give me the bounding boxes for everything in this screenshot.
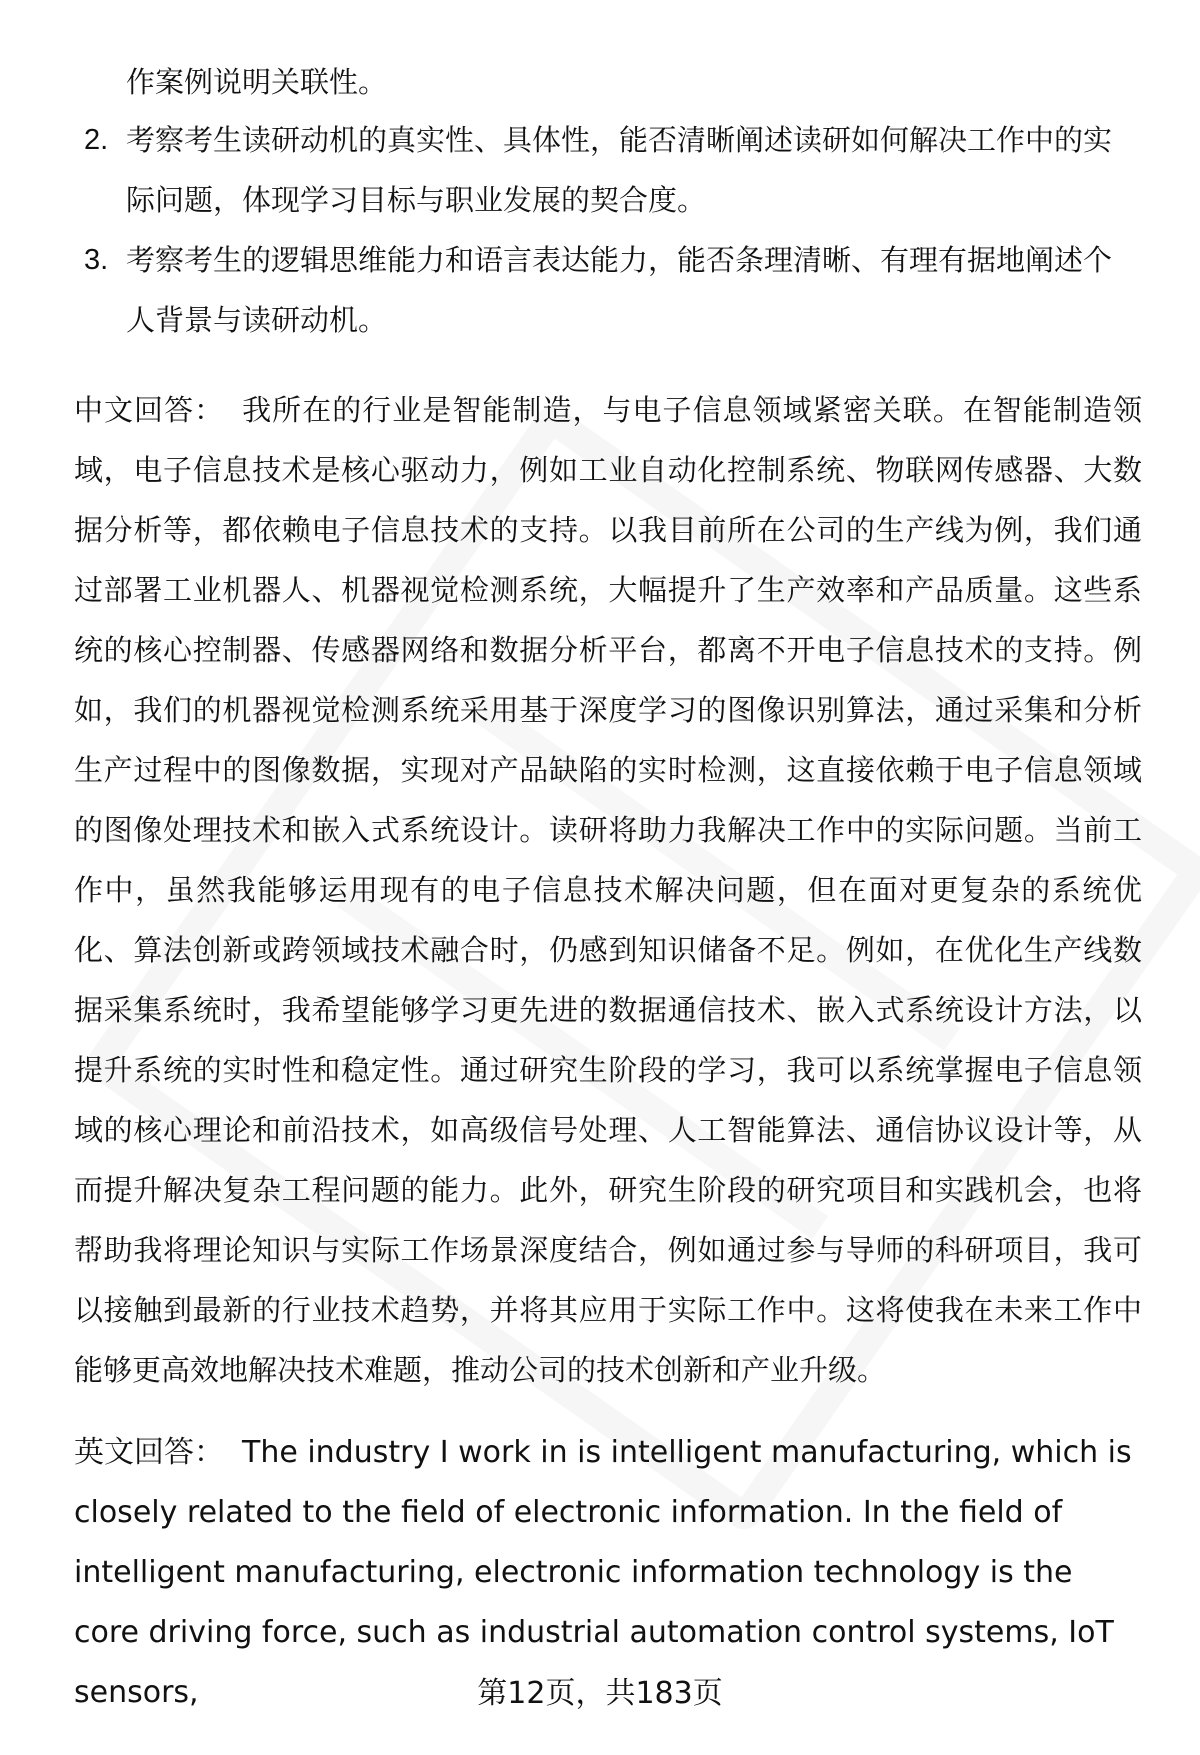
list-item [0,230,1200,350]
list-item-number: 2. [84,124,109,156]
list-item-text: 考察考生读研动机的真实性、具体性，能否清晰阐述读研如何解决工作中的实际问题，体现学习目标与职业发展的契合度。 [126,123,1113,217]
numbered-list [0,110,1200,350]
chinese-answer-label: 中文回答： [74,393,225,427]
list-item-number: 3. [84,244,109,276]
list-item [0,110,1200,230]
english-answer-text: The industry I work in is intelligent manufacturing, which is closely related to the field of electronic information. In the field of intelligent manufacturing, electronic information technology is the core driving force, such as industrial automation control systems, IoT sensors, [74,1435,1132,1710]
page-indicator: 第12页，共183页 [477,1676,723,1711]
english-answer-label: 英文回答： [74,1435,224,1470]
chinese-answer-text: 我所在的行业是智能制造，与电子信息领域紧密关联。在智能制造领域，电子信息技术是核心驱动力，例如工业自动化控制系统、物联网传感器、大数据分析等，都依赖电子信息技术的支持。以我目前所在公司的生产线为例，我们通过部署工业机器人、机器视觉检测系统，大幅提升了生产效率和产品质量。这些系统的核心控制器、传感器网络和数据分析平台，都离不开电子信息技术的支持。例如，我们的机器视觉检测系统采用基于深度学习的图像识别算法，通过采集和分析生产过程中的图像数据，实现对产品缺陷的实时检测，这直接依赖于电子信息领域的图像处理技术和嵌入式系统设计。读研将助力我解决工作中的实际问题。当前工作中，虽然我能够运用现有的电子信息技术解决问题，但在面对更复杂的系统优化、算法创新或跨领域技术融合时，仍感到知识储备不足。例如，在优化生产线数据采集系统时，我希望能够学习更先进的数据通信技术、嵌入式系统设计方法，以提升系统的实时性和稳定性。通过研究生阶段的学习，我可以系统掌握电子信息领域的核心理论和前沿技术，如高级信号处理、人工智能算法、通信协议设计等，从而提升解决复杂工程问题的能力。此外，研究生阶段的研究项目和实践机会，也将帮助我将理论知识与实际工作场景深度结合，例如通过参与导师的科研项目，我可以接触到最新的行业技术趋势，并将其应用于实际工作中。这将使我在未来工作中能够更高效地解决技术难题，推动公司的技术创新和产业升级。 [74,393,1142,1387]
intro-continuation: 作案例说明关联性。 [126,65,388,99]
chinese-answer-paragraph [74,380,1142,1400]
list-item-text: 考察考生的逻辑思维能力和语言表达能力，能否条理清晰、有理有据地阐述个人背景与读研动机。 [126,243,1113,337]
